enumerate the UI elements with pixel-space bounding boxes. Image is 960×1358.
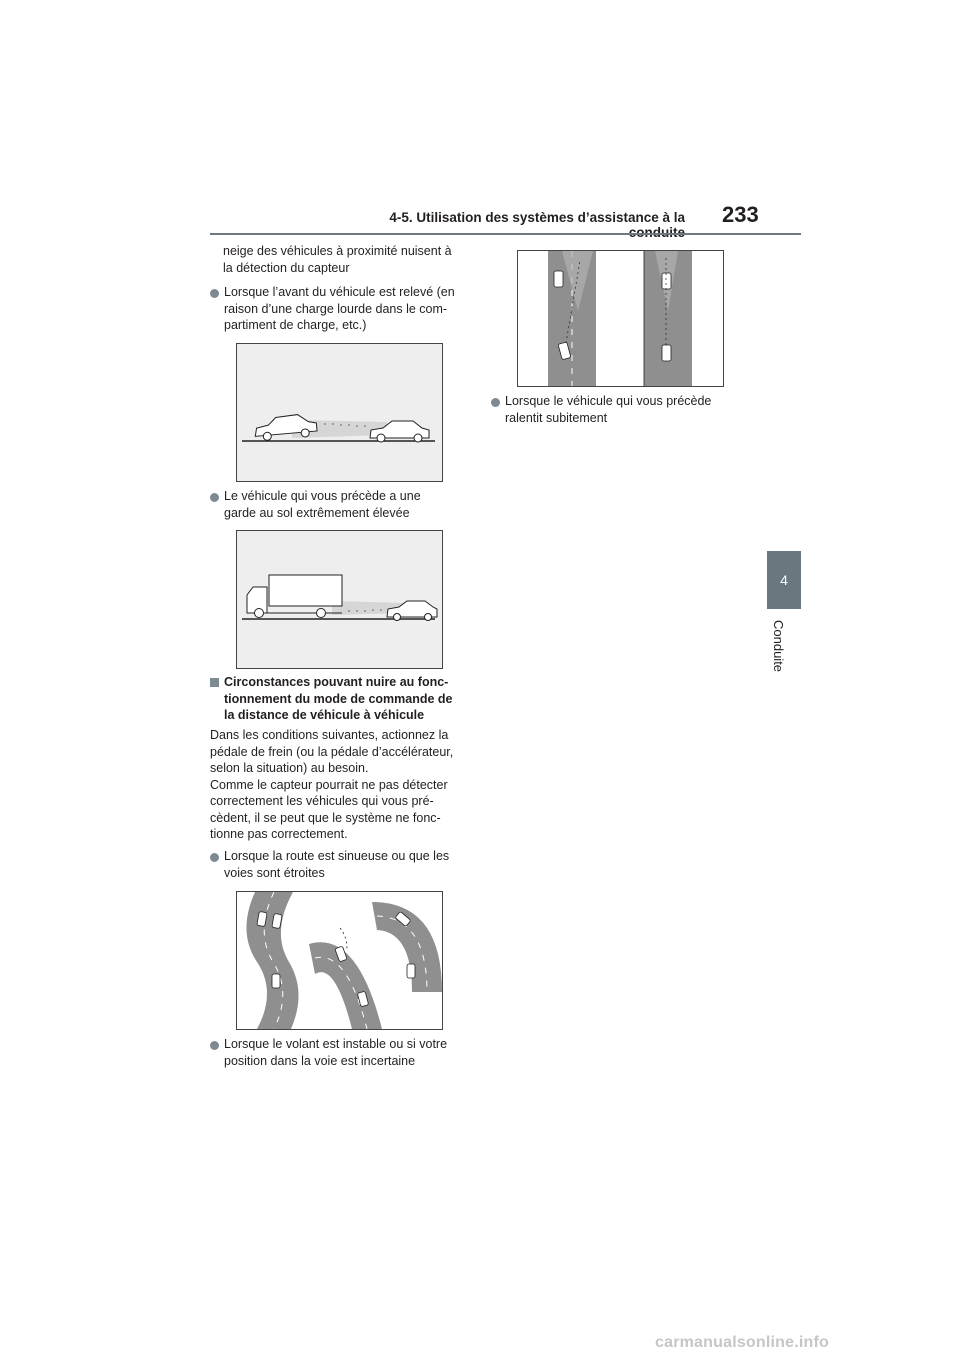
figure-raised-front bbox=[236, 343, 443, 482]
chapter-name: Conduite bbox=[771, 620, 786, 673]
watermark[interactable]: carmanualsonline.info bbox=[655, 1334, 830, 1351]
bullet-dot bbox=[210, 853, 219, 862]
bullet-dot bbox=[210, 493, 219, 502]
chapter-tab[interactable]: 4 bbox=[767, 551, 801, 609]
page-number: 233 bbox=[722, 202, 759, 227]
bullet-dot bbox=[210, 1041, 219, 1050]
heading-square bbox=[210, 678, 219, 687]
section-title: 4-5. Utilisation des systèmes d’assistance à la bbox=[389, 210, 685, 225]
instructions-paragraph: Dans les conditions suivantes, actionnez la pédale de frein (ou la pédale d’accélérateur, selon la situation) au besoin. Comme le capteur pourrait ne pas détecter correctement les véhicules qui vous pré- cèdent, il se peut que le système ne fonc- tionne pas correctement. bbox=[210, 728, 454, 841]
figure-high-clearance bbox=[236, 530, 443, 669]
figure-unstable-steering bbox=[517, 250, 724, 387]
continued-text: neige des véhicules à proximité nuisent à la détection du capteur bbox=[223, 244, 452, 275]
header-rule bbox=[210, 233, 801, 235]
bullet-dot bbox=[491, 398, 500, 407]
bullet-dot bbox=[210, 289, 219, 298]
figure-winding-roads bbox=[236, 891, 443, 1030]
